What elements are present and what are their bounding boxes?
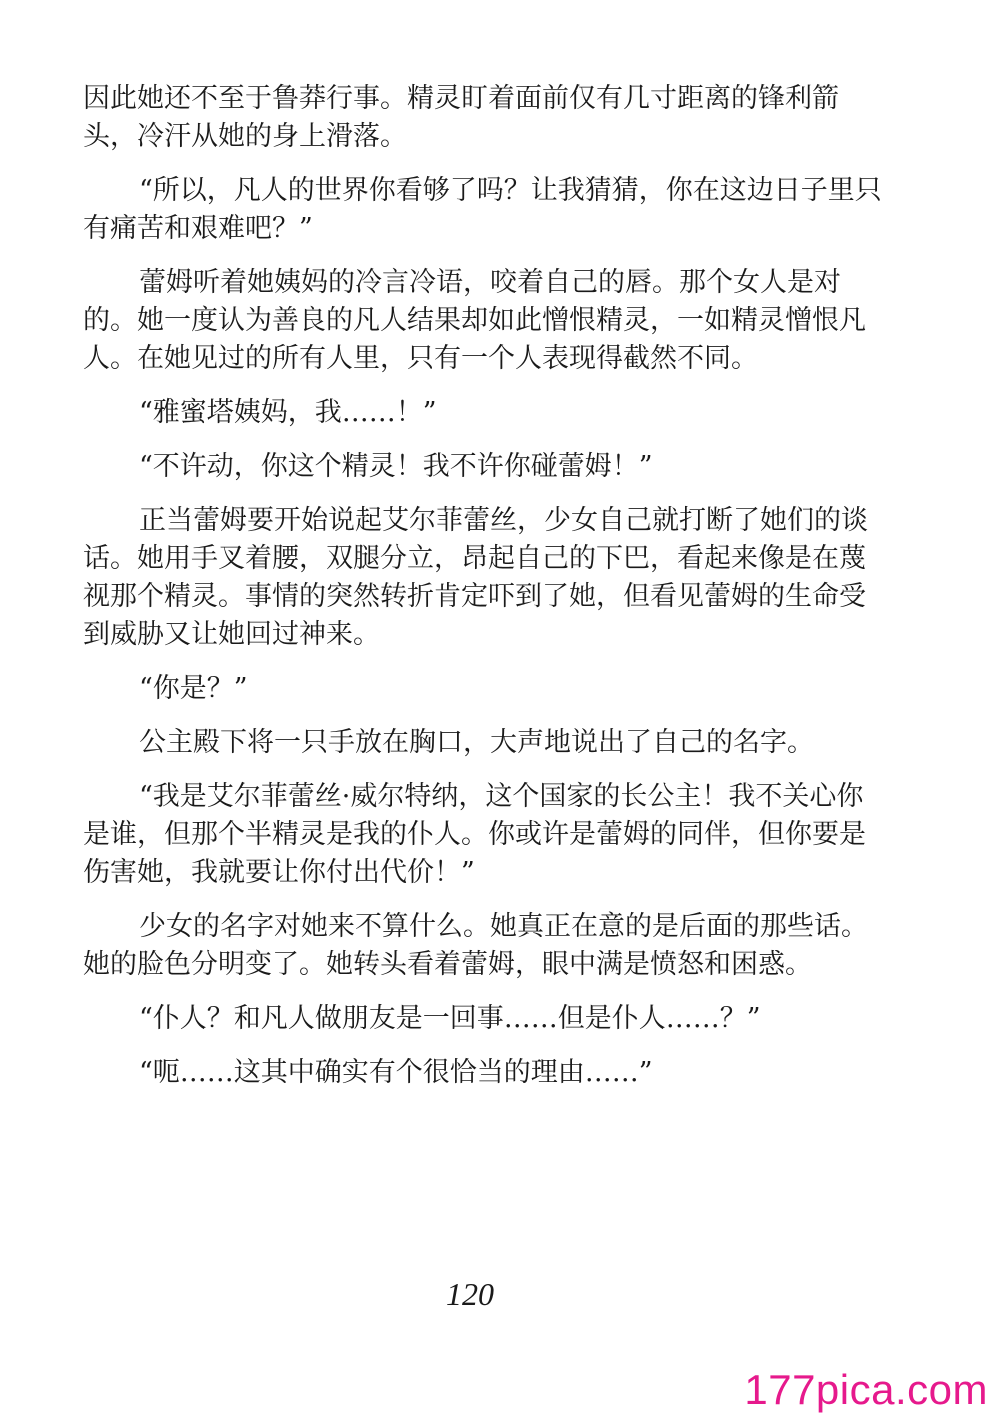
paragraph: 公主殿下将一只手放在胸口，大声地说出了自己的名字。 <box>139 727 814 758</box>
paragraph: “你是？” <box>139 673 248 704</box>
paragraph: “我是艾尔菲蕾丝·威尔特纳，这个国家的长公主！我不关心你是谁，但那个半精灵是我的仆人。你或许是蕾姆的同伴，但你要是伤害她，我就要让你付出代价！” <box>83 781 866 888</box>
paragraph: “呃……这其中确实有个很恰当的理由……” <box>139 1057 653 1088</box>
paragraph: “不许动，你这个精灵！我不许你碰蕾姆！” <box>139 451 653 482</box>
page-number: 120 <box>446 1276 494 1312</box>
paragraph: 少女的名字对她来不算什么。她真正在意的是后面的那些话。她的脸色分明变了。她转头看着蕾姆，眼中满是愤怒和困惑。 <box>83 911 868 980</box>
watermark-logo: 177pica.com <box>744 1366 988 1413</box>
paragraph: 正当蕾姆要开始说起艾尔菲蕾丝，少女自己就打断了她们的谈话。她用手叉着腰，双腿分立，昂起自己的下巴，看起来像是在蔑视那个精灵。事情的突然转折肯定吓到了她，但看见蕾姆的生命受到威胁又让她回过神来。 <box>83 505 868 650</box>
paragraph: “雅蜜塔姨妈，我……！” <box>139 397 437 428</box>
body-text <box>83 80 883 1108</box>
paragraph: 蕾姆听着她姨妈的冷言冷语，咬着自己的唇。那个女人是对的。她一度认为善良的凡人结果却如此憎恨精灵，一如精灵憎恨凡人。在她见过的所有人里，只有一个人表现得截然不同。 <box>83 267 866 374</box>
paragraph: “仆人？和凡人做朋友是一回事……但是仆人……？” <box>139 1003 761 1034</box>
paragraph: “所以，凡人的世界你看够了吗？让我猜猜，你在这边日子里只有痛苦和艰难吧？” <box>83 175 882 244</box>
paragraph: 因此她还不至于鲁莽行事。精灵盯着面前仅有几寸距离的锋利箭头，冷汗从她的身上滑落。 <box>83 83 839 152</box>
